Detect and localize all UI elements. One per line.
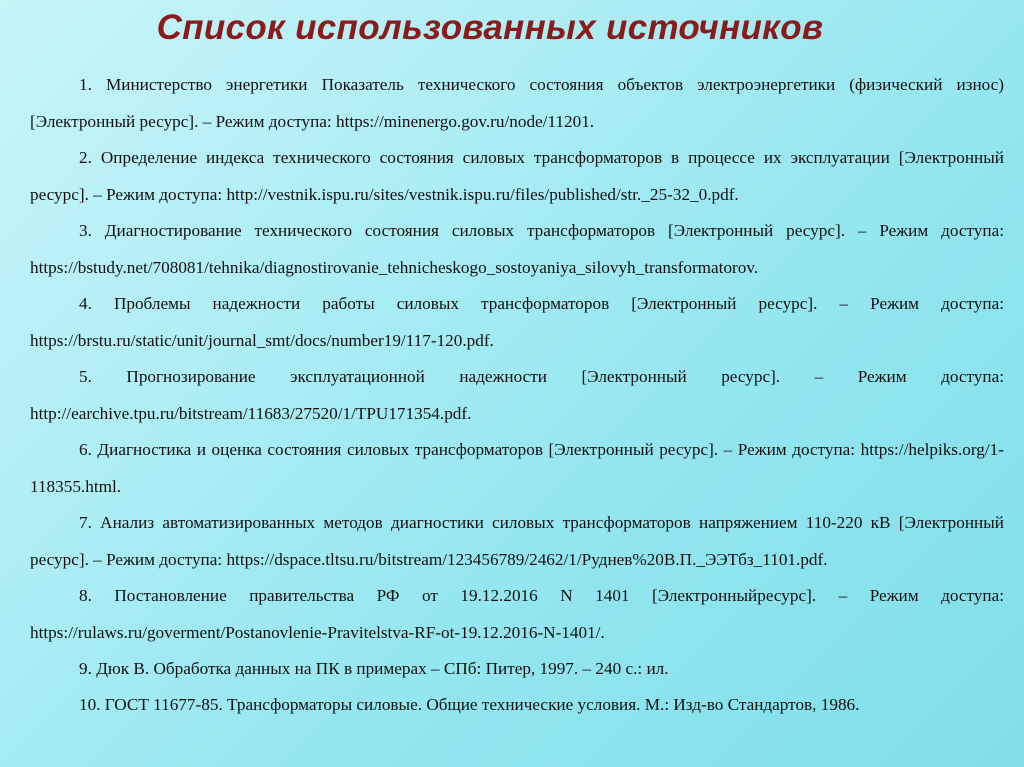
reference-number: 6. [79,440,92,459]
reference-text: Анализ автоматизированных методов диагностики силовых трансформаторов напряжением 110-220 кВ [Электронный ресурс]. – Режим доступа: https://dspace.tltsu.ru/bitstream/123456789/2462/1/Руднев%20В.П._ЭЭТбз_1101.pdf. [30,513,1004,569]
reference-text: Проблемы надежности работы силовых трансформаторов [Электронный ресурс]. – Режим доступа: https://brstu.ru/static/unit/journal_smt/docs/number19/117-120.pdf. [30,294,1004,350]
reference-item [30,358,1004,432]
reference-number: 4. [79,294,92,313]
reference-text: Дюк В. Обработка данных на ПК в примерах – СПб: Питер, 1997. – 240 с.: ил. [96,659,669,678]
reference-item [30,504,1004,578]
reference-item [30,686,1004,723]
reference-list [30,66,1004,722]
reference-text: Постановление правительства РФ от 19.12.2016 N 1401 [Электронныйресурс]. – Режим доступа: https://rulaws.ru/goverment/Postanovlenie-Pravitelstva-RF-ot-19.12.2016-N-1401/. [30,586,1004,642]
reference-number: 10. [79,695,101,714]
reference-number: 8. [79,586,92,605]
reference-text: Определение индекса технического состояния силовых трансформаторов в процессе их эксплуатации [Электронный ресурс]. – Режим доступа: http://vestnik.ispu.ru/sites/vestnik.ispu.ru/files/published/str._25-32_0.pdf. [30,148,1004,204]
reference-text: ГОСТ 11677-85. Трансформаторы силовые. Общие технические условия. М.: Изд-во Стандартов, 1986. [104,695,860,714]
reference-item [30,285,1004,359]
reference-number: 9. [79,659,92,678]
slide-title-text: Список использованных источников [156,8,824,47]
reference-text: Диагностика и оценка состояния силовых трансформаторов [Электронный ресурс]. – Режим доступа: https://helpiks.org/1-118355.html. [30,440,1004,496]
reference-item [30,431,1004,505]
reference-text: Министерство энергетики Показатель технического состояния объектов электроэнергетики (физический износ) [Электронный ресурс]. – Режим доступа: https://minenergo.gov.ru/node/11201. [30,75,1005,131]
reference-item [30,650,1004,687]
reference-item [30,66,1004,140]
reference-item [30,212,1004,286]
reference-number: 7. [79,513,92,532]
reference-number: 2. [79,148,92,167]
reference-text: Прогнозирование эксплуатационной надежности [Электронный ресурс]. – Режим доступа: http://earchive.tpu.ru/bitstream/11683/27520/1/TPU171354.pdf. [30,367,1004,423]
reference-number: 3. [79,221,92,240]
slide-title [0,8,1024,48]
reference-number: 5. [79,367,92,386]
reference-text: Диагностирование технического состояния силовых трансформаторов [Электронный ресурс]. – Режим доступа: https://bstudy.net/708081/tehnika/diagnostirovanie_tehnicheskogo_sostoyaniya_silovyh_transformatorov. [30,221,1004,277]
reference-item [30,139,1004,213]
reference-item [30,577,1004,651]
reference-number: 1. [79,75,92,94]
